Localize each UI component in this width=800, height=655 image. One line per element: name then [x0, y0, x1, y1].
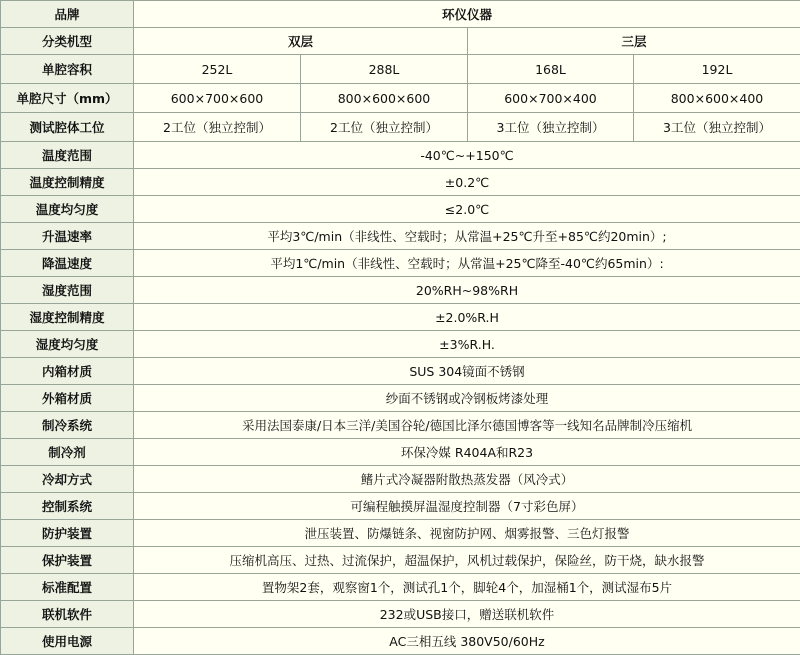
row-value-control-system: 可编程触摸屏温湿度控制器（7寸彩色屏） [134, 493, 800, 520]
table-row [1, 547, 800, 574]
row-value-protection-device: 泄压装置、防爆链条、视窗防护网、烟雾报警、三色灯报警 [134, 520, 800, 547]
row-label-control-system: 控制系统 [1, 493, 134, 520]
table-row [1, 439, 800, 466]
row-label-safety-device: 保护装置 [1, 547, 134, 574]
row-value-single-chamber-capacity-1: 252L [134, 55, 301, 84]
table-row [1, 169, 800, 196]
row-label-temperature-uniformity: 温度均匀度 [1, 196, 134, 223]
row-label-humidity-uniformity: 湿度均匀度 [1, 331, 134, 358]
row-label-heating-rate: 升温速率 [1, 223, 134, 250]
row-label-standard-configuration: 标准配置 [1, 574, 134, 601]
table-row [1, 196, 800, 223]
table-row [1, 84, 800, 113]
table-row [1, 55, 800, 84]
row-value-temperature-range: -40℃~+150℃ [134, 142, 800, 169]
row-value-safety-device: 压缩机高压、过热、过流保护，超温保护，风机过载保护，保险丝，防干烧，缺水报警 [134, 547, 800, 574]
row-value-single-chamber-capacity-3: 168L [468, 55, 634, 84]
row-value-standard-configuration: 置物架2套，观察窗1个，测试孔1个，脚轮4个，加湿桶1个，测试湿布5片 [134, 574, 800, 601]
row-label-networking-software: 联机软件 [1, 601, 134, 628]
row-value-cooling-rate: 平均1℃/min（非线性、空载时；从常温+25℃降至-40℃约65min）: [134, 250, 800, 277]
table-row [1, 466, 800, 493]
row-label-refrigerant: 制冷剂 [1, 439, 134, 466]
row-value-single-chamber-capacity-2: 288L [301, 55, 468, 84]
row-value-heating-rate: 平均3℃/min（非线性、空载时；从常温+25℃升至+85℃约20min）; [134, 223, 800, 250]
table-row [1, 223, 800, 250]
table-row [1, 250, 800, 277]
row-label-test-chamber-stations: 测试腔体工位 [1, 113, 134, 142]
row-value-single-chamber-size-3: 600×700×400 [468, 84, 634, 113]
table-row [1, 277, 800, 304]
row-value-single-chamber-size-4: 800×600×400 [634, 84, 800, 113]
table-row [1, 304, 800, 331]
row-label-brand: 品牌 [1, 1, 134, 28]
row-value-single-chamber-capacity-4: 192L [634, 55, 800, 84]
row-value-cooling-method: 鳍片式冷凝器附散热蒸发器（风冷式） [134, 466, 800, 493]
row-value-networking-software: 232或USB接口，赠送联机软件 [134, 601, 800, 628]
row-label-humidity-range: 湿度范围 [1, 277, 134, 304]
row-value-classification-model-1: 双层 [134, 28, 468, 55]
row-label-temperature-range: 温度范围 [1, 142, 134, 169]
row-label-classification-model: 分类机型 [1, 28, 134, 55]
row-value-power-supply: AC三相五线 380V50/60Hz [134, 628, 800, 655]
row-label-single-chamber-capacity: 单腔容积 [1, 55, 134, 84]
table-row [1, 601, 800, 628]
specification-table-body [1, 1, 800, 655]
row-value-humidity-range: 20%RH~98%RH [134, 277, 800, 304]
row-label-temperature-control-accuracy: 温度控制精度 [1, 169, 134, 196]
row-label-power-supply: 使用电源 [1, 628, 134, 655]
table-row [1, 142, 800, 169]
row-value-humidity-uniformity: ±3%R.H. [134, 331, 800, 358]
row-label-outer-box-material: 外箱材质 [1, 385, 134, 412]
row-label-refrigeration-system: 制冷系统 [1, 412, 134, 439]
row-value-classification-model-2: 三层 [468, 28, 800, 55]
table-row [1, 628, 800, 655]
row-label-inner-box-material: 内箱材质 [1, 358, 134, 385]
row-value-humidity-control-accuracy: ±2.0%R.H [134, 304, 800, 331]
table-row [1, 493, 800, 520]
row-value-test-chamber-stations-2: 2工位（独立控制） [301, 113, 468, 142]
table-row [1, 574, 800, 601]
row-label-humidity-control-accuracy: 湿度控制精度 [1, 304, 134, 331]
table-row [1, 412, 800, 439]
row-value-single-chamber-size-2: 800×600×600 [301, 84, 468, 113]
row-label-protection-device: 防护装置 [1, 520, 134, 547]
table-row [1, 113, 800, 142]
table-row [1, 385, 800, 412]
table-row [1, 1, 800, 28]
row-value-test-chamber-stations-1: 2工位（独立控制） [134, 113, 301, 142]
row-value-test-chamber-stations-4: 3工位（独立控制） [634, 113, 800, 142]
row-value-temperature-uniformity: ≤2.0℃ [134, 196, 800, 223]
row-value-temperature-control-accuracy: ±0.2℃ [134, 169, 800, 196]
table-row [1, 358, 800, 385]
row-label-single-chamber-size: 单腔尺寸（mm） [1, 84, 134, 113]
row-value-refrigeration-system: 采用法国泰康/日本三洋/美国谷轮/德国比泽尔德国博客等一线知名品牌制冷压缩机 [134, 412, 800, 439]
row-label-cooling-rate: 降温速度 [1, 250, 134, 277]
row-label-cooling-method: 冷却方式 [1, 466, 134, 493]
row-value-refrigerant: 环保冷媒 R404A和R23 [134, 439, 800, 466]
row-value-brand: 环仪仪器 [134, 1, 800, 28]
table-row [1, 28, 800, 55]
row-value-single-chamber-size-1: 600×700×600 [134, 84, 301, 113]
table-row [1, 331, 800, 358]
row-value-outer-box-material: 纱面不锈钢或冷钢板烤漆处理 [134, 385, 800, 412]
table-row [1, 520, 800, 547]
row-value-inner-box-material: SUS 304镜面不锈钢 [134, 358, 800, 385]
row-value-test-chamber-stations-3: 3工位（独立控制） [468, 113, 634, 142]
